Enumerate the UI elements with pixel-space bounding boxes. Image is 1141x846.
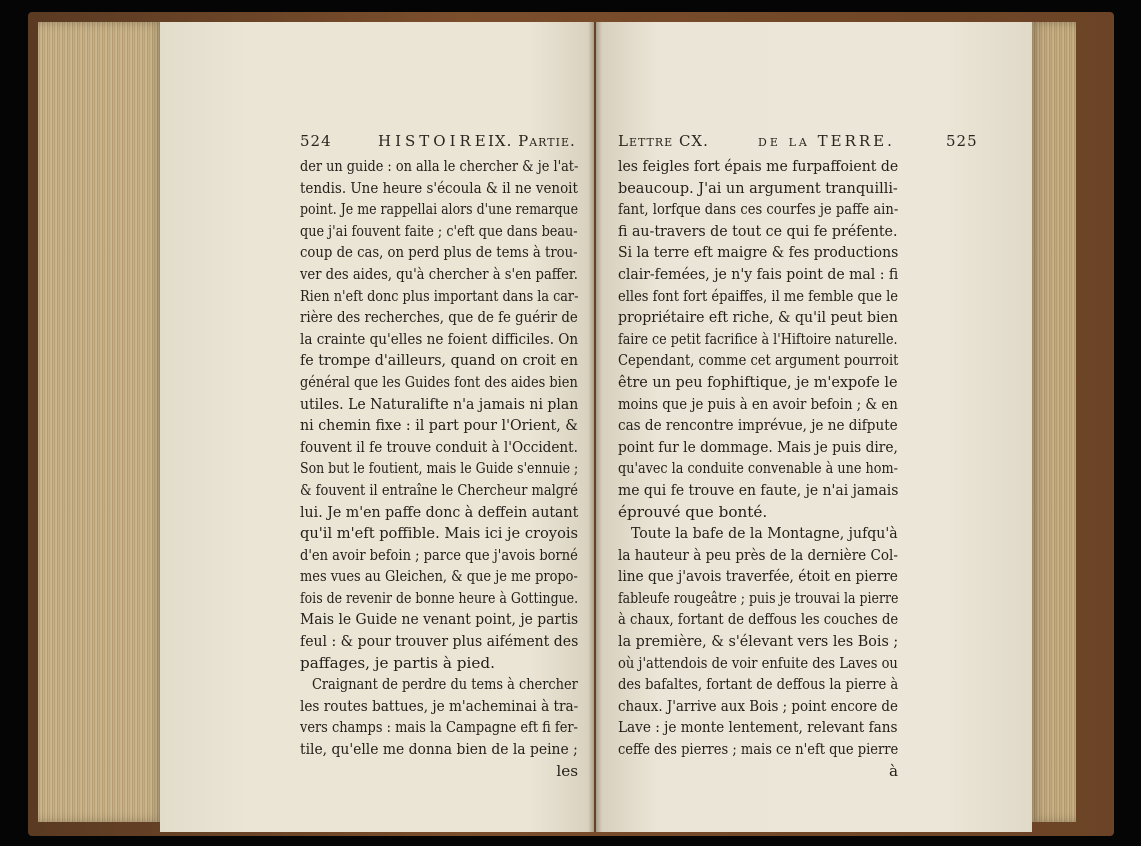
text-line: que j'ai fouvent faite ; c'eft que dans beau- bbox=[300, 221, 578, 240]
text-line: point. Je me rappellai alors d'une remarque bbox=[300, 200, 579, 219]
text-line: Cependant, comme cet argument pourroit bbox=[618, 351, 899, 370]
right-page-number: 525 bbox=[946, 132, 978, 150]
text-line: ver des aides, qu'à chercher à s'en paffer. bbox=[300, 264, 578, 283]
text-line: cas de rencontre imprévue, je ne difpute bbox=[618, 416, 898, 435]
text-line: qu'avec la conduite convenable à une hom- bbox=[618, 459, 898, 478]
text-line: Toute la bafe de la Montagne, jufqu'à bbox=[630, 524, 898, 543]
text-line: la crainte qu'elles ne foient difficiles. On bbox=[300, 329, 579, 348]
text-line: propriétaire eft riche, & qu'il peut bien bbox=[618, 308, 898, 327]
left-body-text bbox=[300, 156, 578, 782]
left-part-label: IX. Partie. bbox=[488, 132, 576, 150]
left-page-number: 524 bbox=[300, 132, 332, 150]
right-letter-label: Lettre CX. bbox=[618, 132, 709, 150]
right-running-title: de la TERRE. bbox=[758, 132, 895, 150]
text-line: fois de revenir de bonne heure à Gottingue. bbox=[300, 588, 579, 607]
text-line: la hauteur à peu près de la dernière Col- bbox=[618, 545, 898, 564]
right-catchword: à bbox=[888, 761, 898, 780]
text-line: où j'attendois de voir enfuite des Laves ou bbox=[618, 653, 898, 672]
left-catchword: les bbox=[556, 761, 578, 780]
text-line: chaux. J'arrive aux Bois ; point encore de bbox=[618, 696, 898, 715]
text-line: tile, qu'elle me donna bien de la peine ; bbox=[300, 740, 578, 759]
text-line: fe trompe d'ailleurs, quand on croit en bbox=[300, 351, 578, 370]
text-line: tendis. Une heure s'écoula & il ne venoit bbox=[300, 178, 578, 197]
text-line: paffages, je partis à pied. bbox=[300, 653, 495, 672]
text-line: der un guide : on alla le chercher & je l'at- bbox=[300, 157, 579, 175]
left-running-head bbox=[300, 132, 590, 154]
text-line: mes vues au Gleichen, & que je me propo- bbox=[300, 567, 578, 586]
text-line: elles font fort épaiffes, il me femble que le bbox=[618, 286, 898, 305]
text-line: fi au-travers de tout ce qui fe préfente. bbox=[618, 221, 898, 240]
text-line: fableufe rougeâtre ; puis je trouvai la pierre bbox=[618, 588, 899, 607]
text-line: feul : & pour trouver plus aifément des bbox=[300, 632, 579, 651]
page-edges-left bbox=[38, 22, 164, 822]
text-line: Lave : je monte lentement, relevant fans bbox=[618, 718, 898, 737]
text-line: lui. Je m'en paffe donc à deffein autant bbox=[300, 502, 579, 521]
text-line: utiles. Le Naturalifte n'a jamais ni plan bbox=[300, 394, 579, 413]
right-running-head bbox=[618, 132, 1018, 154]
text-line: point fur le dommage. Mais je puis dire, bbox=[618, 437, 898, 456]
book-gutter bbox=[588, 22, 602, 832]
text-line: Craignant de perdre du tems à chercher bbox=[311, 675, 578, 694]
text-line: à chaux, fortant de deffous les couches de bbox=[618, 610, 899, 629]
text-line: Mais le Guide ne venant point, je partis bbox=[300, 610, 579, 629]
text-line: les feigles fort épais me furpaffoient de bbox=[618, 157, 899, 175]
text-line: éprouvé que bonté. bbox=[618, 502, 768, 521]
text-line: la première, & s'élevant vers les Bois ; bbox=[618, 632, 899, 651]
text-line: & fouvent il entraîne le Chercheur malgré bbox=[300, 480, 578, 499]
page-edges-right bbox=[1030, 22, 1076, 822]
left-running-title: HISTOIRE bbox=[378, 132, 490, 150]
text-line: Si la terre eft maigre & fes productions bbox=[618, 243, 899, 262]
text-line: fant, lorfque dans ces courfes je paffe ain- bbox=[618, 200, 899, 219]
text-line: être un peu fophiftique, je m'expofe le bbox=[618, 372, 898, 391]
text-line: Rien n'eft donc plus important dans la car- bbox=[300, 286, 579, 305]
text-line: ceffe des pierres ; mais ce n'eft que pierre bbox=[618, 740, 899, 759]
text-line: me qui fe trouve en faute, je n'ai jamais bbox=[618, 480, 899, 499]
text-line: d'en avoir befoin ; parce que j'avois borné bbox=[300, 545, 578, 564]
text-line: les routes battues, je m'acheminai à tra- bbox=[300, 696, 579, 715]
text-line: coup de cas, on perd plus de tems à trou- bbox=[300, 243, 578, 262]
text-line: des bafaltes, fortant de deffous la pierre à bbox=[618, 675, 899, 694]
text-line: beaucoup. J'ai un argument tranquilli- bbox=[618, 178, 898, 197]
text-line: line que j'avois traverfée, étoit en pierre bbox=[618, 567, 898, 586]
right-page bbox=[596, 22, 1032, 832]
text-line: moins que je puis à en avoir befoin ; & en bbox=[618, 394, 898, 413]
text-line: fouvent il fe trouve conduit à l'Occident. bbox=[300, 437, 578, 456]
text-line: vers champs : mais la Campagne eft fi fer- bbox=[300, 718, 578, 737]
left-page bbox=[160, 22, 594, 832]
text-line: ni chemin fixe : il part pour l'Orient, & bbox=[300, 416, 578, 435]
text-line: qu'il m'eft poffible. Mais ici je croyois bbox=[300, 524, 579, 543]
right-body-text bbox=[618, 156, 898, 782]
text-line: Son but le foutient, mais le Guide s'ennuie ; bbox=[300, 459, 579, 478]
text-line: faire ce petit facrifice à l'Hiftoire naturelle. bbox=[618, 329, 898, 348]
text-line: rière des recherches, que de fe guérir de bbox=[300, 308, 578, 327]
text-line: clair-femées, je n'y fais point de mal : fi bbox=[618, 264, 899, 283]
text-line: général que les Guides font des aides bien bbox=[300, 372, 578, 391]
